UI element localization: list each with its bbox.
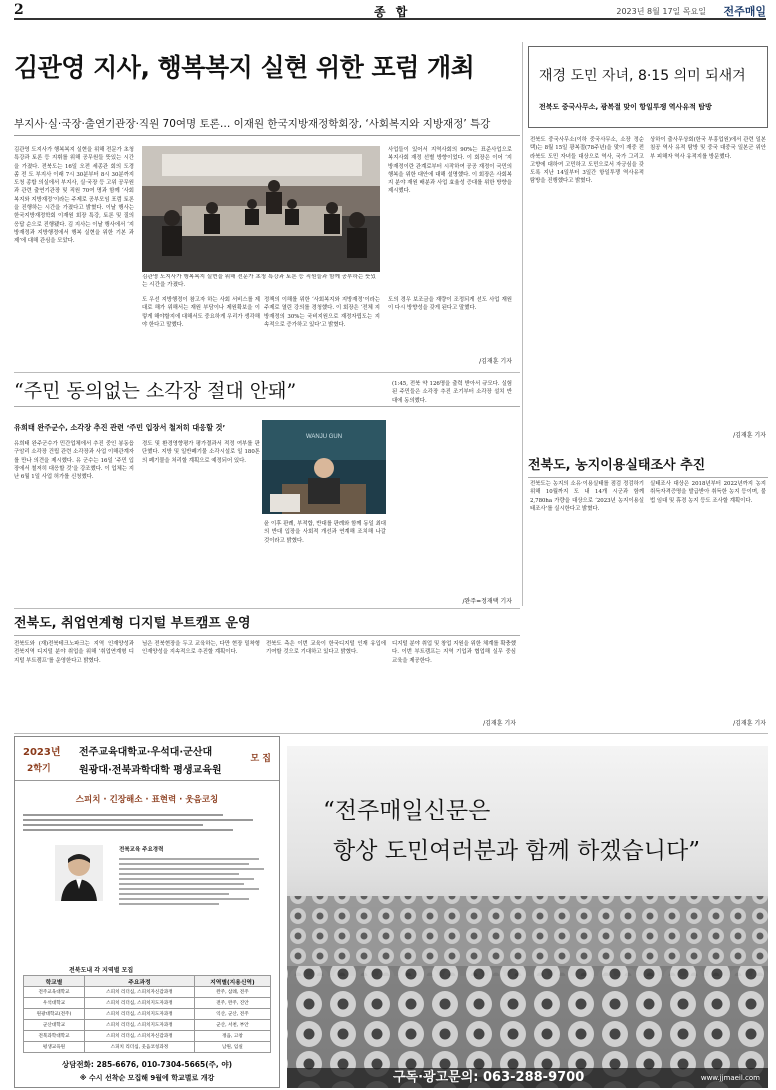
ad-note: ※ 수시 선착순 모집해 9월에 학교별로 개강: [79, 1074, 215, 1082]
article2-byline: /김재훈 기자: [733, 432, 766, 439]
masthead: [14, 2, 766, 20]
table-cell: 전북과학대학교: [24, 1031, 85, 1042]
ad-instructor-label: 전북교육 주요경력: [119, 847, 164, 853]
ad-instructor-career: [119, 855, 269, 908]
education-ad: [14, 736, 280, 1088]
article1-byline: /김재훈 기자: [479, 358, 512, 365]
paper-name: 전주매일: [723, 5, 766, 18]
article2-subhead: 전북도 중국사무소, 광복절 맞이 항일투쟁 역사유적 탐방: [539, 103, 712, 111]
article2-header-box: [528, 46, 768, 128]
table-row: [24, 987, 271, 998]
table-cell: 전주교육대학교: [24, 987, 85, 998]
article1-subhead: 부지사·실·국장·출연기관장·직원 70여명 토론… 이재원 한국지방재정학회장, ‘사회복지와 지방재정’ 특강: [14, 116, 520, 136]
table-cell: 군산대학교: [24, 1020, 85, 1031]
table-row: [24, 1009, 271, 1020]
article3-byline: /완주=정재택 기자: [462, 598, 512, 605]
table-row: [24, 1031, 271, 1042]
article5-headline: 전북도, 취업연계형 디지털 부트캠프 운영: [14, 612, 520, 636]
article1-photo-caption: 김관영 도지사가 행복복지 실현을 위해 전문가 초청 특강과 토론 등 직원들과 함께 공부하는 뜻있는 시간을 가졌다.: [142, 274, 376, 288]
article3-subhead: 유희태 완주군수, 소각장 추진 관련 ‘주민 입장서 철저히 대응할 것’: [14, 423, 226, 432]
article2-headline: 재경 도민 자녀, 8·15 의미 되새겨: [539, 68, 746, 84]
article1-col3: 사업들이 있어서 지역사회의 90%는 표준사업으로 복지사회 재정 선별 방향이었다. 이 회장은 이어 ‘지방재정이란 관계로부터 시작하여 공공 재정이 국민의 행복을 위한 대안에 대해 설명했다. 이 회장은 사회복지 분야 재원 배분과 사업 효율성 증대를 위한 방향을 제시했다.: [388, 147, 512, 195]
article1-col4: 도 우선 지방행정이 참고자 하는 사회 서비스를 제대로 해가 위해서는 재원 부담이나 제원확보을 이렇게 해야할지에 대해서도 중요하게 우리가 생각해야 한다고 말했다.: [142, 297, 260, 328]
table-cell: 스피치 리더십, 스피치지도자과정: [84, 1020, 194, 1031]
article1-col1: 김관영 도지사가 행복복지 실현을 위해 전문가 초청 특강과 토론 등 지휘를 위해 공무원들 뜻있는 시간을 가졌다. 전북도는 16일 오전 세종관 회의 도경 좀 전 도 부지사 이래 7시 30분부터 8시 30분까지 도청 종합 의실에서 부지사, 실·국장 등 고위 공무원과 관련 출연기관장 및 직원 70여 명과 함께 ‘사회복지와 지방재정’이라는 주제로 공부모임 포럼 토론을 진행하는 시간을 가졌다고 밝혔다. 이날 행사는 한국지방재정학회 이재원 회장 특강, 토론 및 질의 응답 순으로 진행됐다. 김 지사는 이날 행사에서 ‘지방재정과 지방행정에서 행복 실현을 위한 기본 과제’에 대해 관심을 모았다.: [14, 147, 134, 245]
article4-byline: /김재훈 기자: [733, 720, 766, 727]
article5-col3: 전북도 측은 이번 교육이 한국디지털 인재 유입에 기여할 것으로 기대하고 있다고 밝혔다.: [266, 641, 386, 656]
ad-schools-line1: 전주교육대학교·우석대·군산대: [79, 747, 213, 758]
article3-headline: “주민 동의없는 소각장 절대 안돼”: [14, 376, 520, 407]
promo-message-line2: 항상 도민여러분과 함께 하겠습니다”: [333, 838, 700, 864]
table-header: 주요과정: [84, 976, 194, 987]
article1-photo: [142, 146, 380, 272]
table-cell: 남원, 임실: [194, 1042, 270, 1053]
table-cell: 스피치 리더십, 스피치자신감과정: [84, 1031, 194, 1042]
ad-schools-line2: 원광대·전북과학대학 평생교육원: [79, 765, 222, 776]
section-label: 종 합: [374, 5, 411, 19]
table-cell: 익산, 군산, 전주: [194, 1009, 270, 1020]
ad-table-title: 전북도내 각 지역별 모집: [69, 967, 134, 974]
table-row: [24, 1020, 271, 1031]
table-row: [24, 1042, 271, 1053]
article4-col1: 전북도는 농지의 소유·이용실태를 점검 정검하기 위해 10월까지 도 내 14개 시군과 함께 2,780ha 가량을 대상으로 ‘2023년 농지이용실태조사’를 실시한다고 밝혔다.: [530, 481, 644, 512]
ad-header: [15, 737, 279, 781]
article2-col1: 전북도 중국사무소(이하 중국사무소, 소장 정순택)는 8월 15일 광복절(78주년)을 맞이 재중 전라북도 도민 자녀들 대상으로 역사, 국가 그리고 고향에 대하여 고민하고 도민으로서 자긍심을 갖도록 지난 14일부터 3일간 항일투쟁 역사유적 탐방을 진행했다고 밝혔다.: [530, 137, 644, 185]
promo-contact: 구독·광고문의: 063-288-9700: [393, 1070, 585, 1085]
table-row: [24, 998, 271, 1009]
article1-col6: 도의 경우 보조금을 재량이 조정되게 선도 사업 재원이 다시 방향성을 갖게 된다고 말했다.: [388, 297, 512, 312]
table-cell: 우석대학교: [24, 998, 85, 1009]
issue-date: 2023년 8월 17일 목요일: [616, 7, 706, 16]
table-cell: 정읍, 고창: [194, 1031, 270, 1042]
article5-byline: /김재훈 기자: [483, 720, 516, 727]
table-cell: 전주, 완주, 진안: [194, 998, 270, 1009]
article4-col2: 실태조사 대상은 2018년부터 2022년까지 농지취득자격증명을 발급받아 취득한 농지 등이며, 불법 임대 및 휴경 농지 등도 조사할 계획이다.: [650, 481, 766, 504]
table-header: 학교별: [24, 976, 85, 987]
article3-col4: (1:45, 전북 약 126명을 출력 받아서 규모다. 실험된 주민들은 소각장 추진 조기부터 소각장 설치 반대에 동의했다.: [392, 381, 512, 404]
ad-recruit-label: 모 집: [250, 754, 271, 764]
table-cell: 평생교육원: [24, 1042, 85, 1053]
ad-intro-text: [23, 811, 271, 841]
article5-col2: 님은 전북현장을 두고 교육하는, 다만 현장 밀착형 인재양성을 지속적으로 추진할 계획이다.: [142, 641, 260, 656]
article1-col5: 정책의 이해를 위한 ‘사회복지와 지방재정’이라는 주제로 열린 강의를 경청했다. 이 회장은 ‘전체 지방재정의 30%는 국비지원으로 재정자립도는 지속적으로 증가하고 있다’고 밝혔다.: [264, 297, 380, 328]
page-number: 2: [14, 2, 24, 18]
table-cell: 완주, 삼례, 전주: [194, 987, 270, 998]
article3-photo: [262, 420, 386, 514]
ad-contact: 상담전화: 285-6676, 010-7304-5665(주, 야): [61, 1060, 233, 1069]
article4-headline: 전북도, 농지이용실태조사 추진: [528, 454, 768, 478]
table-header: 지역별(지용신역): [194, 976, 270, 987]
table-cell: 스피치 리더십, 스피치지도자과정: [84, 998, 194, 1009]
article1-headline: 김관영 지사, 행복복지 실현 위한 포럼 개최: [14, 53, 475, 82]
instructor-photo: [55, 845, 103, 901]
ad-term: 2학기: [27, 764, 51, 774]
table-cell: 스피치 리더십, 스피치지도자과정: [84, 1009, 194, 1020]
table-cell: 원광대학교(전주): [24, 1009, 85, 1020]
article2-col2: 상하이 출사무상회(한국 부흥업원)에서 관련 일본 침공 역사 유적 탐방 및 중국 대중국 일본군 위안부 피해자 역사 유적지를 방문했다.: [650, 137, 766, 160]
newspaper-promo-ad: [287, 746, 768, 1088]
article3-col3: 윤 이후 판례, 부적합, 반대를 판례와 함께 동일 최대의 반대 입장을 사회적 개선과 연계해 조치해 나갈 것이라고 밝혔다.: [264, 521, 386, 544]
article5-col4: 디지털 분야 취업 및 창업 지원을 위한 체계를 확충했다. 이번 부트캠프는 지역 기업과 협업해 실무 중심 교육을 제공한다.: [392, 641, 516, 664]
ad-schedule-table: [23, 975, 271, 1053]
article3-photo-label: WANJU GUN: [305, 434, 343, 440]
article5-col1: 전북도와 (재)전북테크노파크는 지역 인재양성과 전북지역 디지털 분야 취업을 위해 ‘취업연계형 디지털 부트캠프’를 운영한다고 밝혔다.: [14, 641, 134, 664]
promo-message-line1: “전주매일신문은: [323, 798, 491, 824]
table-cell: 스피치 리더십, 웃음코칭과정: [84, 1042, 194, 1053]
table-cell: 군산, 서천, 부안: [194, 1020, 270, 1031]
promo-url: www.jjmaeil.com: [700, 1074, 760, 1082]
article3-col2: 경도 및 환경영향평가 평가결과서 적정 여부를 판단했다. 지방 및 일반폐기물 소각시설로 일 180톤의 폐기물을 처리할 계획으로 예정되어 있다.: [142, 441, 260, 464]
ad-tagline: 스피치 · 긴장해소 · 표현력 · 웃음코칭: [75, 795, 219, 805]
article3-col1: 유희태 완주군수가 민간업체에서 추진 중인 봉동읍 구암리 소각장 건립 관련 소각장과 사업 이해관계자를 만나 의견을 제시했다. 유 군수는 16일 ‘주민 입장에서 철저히 대응할 것’을 강조했다. 이 업체는 지난 6월 1일 사업 허가를 신청했다.: [14, 441, 134, 481]
table-cell: 스피치 리더십, 스피치자신감과정: [84, 987, 194, 998]
ad-year: 2023년: [23, 747, 61, 758]
